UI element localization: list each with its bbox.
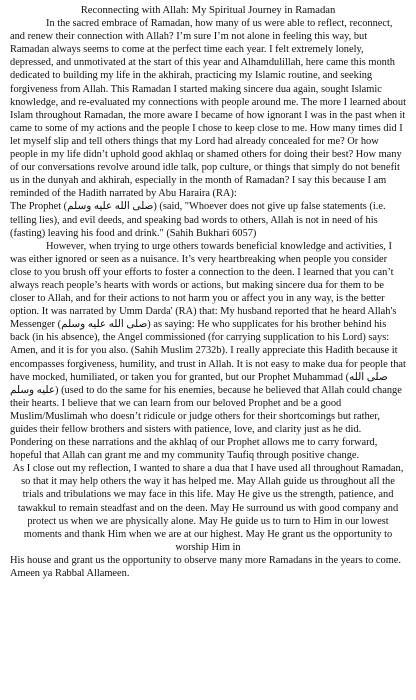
paragraph-final: His house and grant us the opportunity to observe many more Ramadans in the years to come. Ameen ya Rabbal Allameen. <box>10 554 402 580</box>
document-title: Reconnecting with Allah: My Spiritual Journey in Ramadan <box>80 5 336 16</box>
paragraph-closing-dua: As I close out my reflection, I wanted to share a dua that I have used all throughout Ramadan, so that it may help others the way it has helped me. May Allah guide us throughout all the trials and tribulations we may face in this life. May He give us the strength, patience, and tawakkul to remain steadfast and on the deen. May He surround us with good company and protect us when we are physically alone. May He guide us to turn to Him in our lowest moments and thank Him when we are at our highest. May He grant us the opportunity to worship Him in <box>12 463 404 553</box>
paragraph-intro: In the sacred embrace of Ramadan, how many of us were able to reflect, reconnect, and renew their connection with Allah? I’m sure I’m not alone in feeling this way, but Ramadan always seems to come at the perfect time each year. I felt extremely lonely, depressed, and unmotivated at the start of this year and Alhamdulillah, here came this month dedicated to building my life in the akhirah, practicing my Islamic routine, and seeking forgiveness from Allah. This Ramadan I started making sincere dua again, sought Islamic knowledge, and re-evaluated my connections with people around me. The more I learned about Islam throughout Ramadan, the more aware I became of how ignorant I was in the past when it came to some of my actions and the people I chose to keep close to me. How many times did I let myself slip and tell others things that my Lord had already concealed for me? Or how people in my life didn’t uphold good akhlaq or shamed others for doing their best? How many of our conversations revolve around idle talk, pop culture, or things that simply do not benefit us in the dunyah and akhirah, especially in the month of Ramadan? I say this because I am reminded of the Hadith narrated by Abu Haraira (RA): <box>10 18 406 200</box>
paragraph-dua-for-others: However, when trying to urge others towards beneficial knowledge and activities, I was either ignored or seen as a nuisance. It’s very heartbreaking when people you consider close to you brush off your efforts to foster a connection to the deen. I learned that you can’t always reach people’s hearts with words or actions, but making sincere dua for them to be closer to Allah, and for their actions to not harm you or affect you in any way, is the better option. It was narrated by Umm Darda' (RA) that: My husband reported that he heard Allah's Messenger (صلى الله عليه وسلم) as saying: He who supplicates for his brother behind his back (in his absence), the Angel commissioned (for carrying supplication to his Lord) says: Amen, and it is for you also. (Sahih Muslim 2732b). I really appreciate this Hadith because it encompasses forgiveness, humility, and trust in Allah. It is not easy to make dua for people that have mocked, humiliated, or taken you for granted, but our Prophet Muhammad (صلى الله عليه وسلم) (used to do the same for his enemies, because he believed that Allah could change their hearts. I believe that we can learn from our beloved Prophet and be a good Muslim/Muslimah who doesn’t ridicule or judge others for their shortcomings but rather, guides their fellow brothers and sisters with patience, love, and clarity just as he did. Pondering on these narrations and the akhlaq of our Prophet allows me to carry forward, hopeful that Allah can grant me and my community Taufiq through positive change. <box>10 240 406 462</box>
hadith-quote-bukhari: The Prophet (صلى الله عليه وسلم) (said, "Whoever does not give up false statements (i.e. telling lies), and evil deeds, and speaking bad words to others, Allah is not in need of his (fasting) leaving his food and drink." (Sahih Bukhari 6057) <box>10 201 386 239</box>
